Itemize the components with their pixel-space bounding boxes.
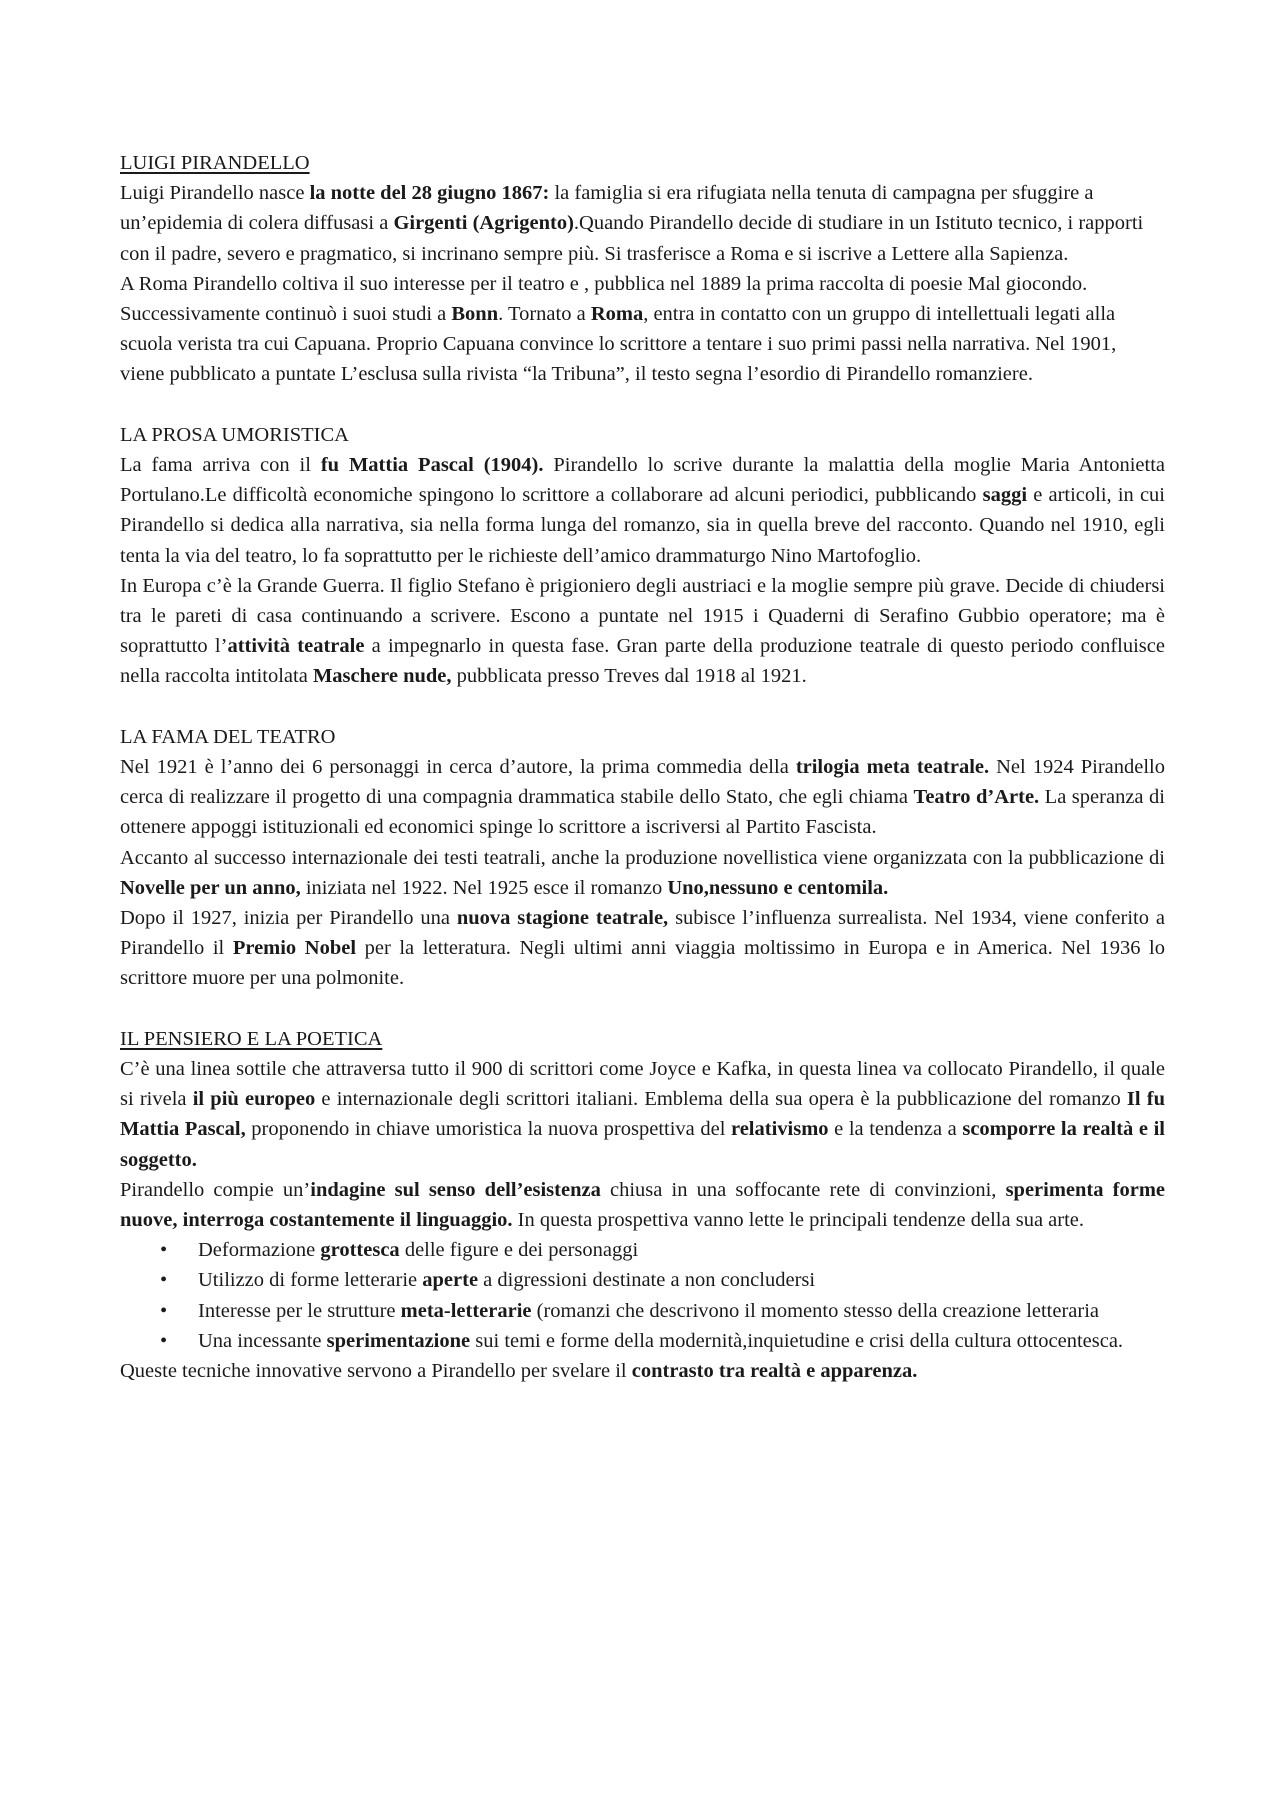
bold-text: trilogia meta teatrale. <box>795 756 990 779</box>
section-pensiero-e-poetica <box>120 1024 1165 1386</box>
section-title: LA FAMA DEL TEATRO <box>120 725 336 748</box>
section-title: LA PROSA UMORISTICA <box>120 423 349 446</box>
bold-text: contrasto tra realtà e apparenza. <box>631 1360 918 1383</box>
bold-text: Bonn <box>451 303 499 326</box>
bullet-list <box>120 1235 1165 1356</box>
bullet-icon: • <box>160 1329 168 1352</box>
bold-text: nuova stagione teatrale, <box>456 907 669 930</box>
bullet-icon: • <box>160 1269 168 1292</box>
bullet-icon: • <box>160 1239 168 1262</box>
paragraph: A Roma Pirandello coltiva il suo interesse per il teatro e , pubblica nel 1889 la prima raccolta di poesie Mal giocondo. Successivamente continuò i suoi studi a Bonn. Tornato a Roma, entra in contatto con un gruppo di intellettuali legati alla scuola verista tra cui Capuana. Proprio Capuana convince lo scrittore a tentare i suo primi passi nella narrativa. Nel 1901, viene pubblicato a puntate L’esclusa sulla rivista “la Tribuna”, il testo segna l’esordio di Pirandello romanziere. <box>120 272 1117 386</box>
list-item-text: Deformazione grottesca delle figure e dei personaggi <box>198 1239 639 1262</box>
bold-text: sperimenta forme nuove, interroga costantemente il linguaggio. <box>120 1178 1166 1232</box>
bold-text: il più europeo <box>192 1088 316 1111</box>
bold-text: aperte <box>422 1269 479 1292</box>
bold-text: Roma <box>590 303 644 326</box>
paragraph: In Europa c’è la Grande Guerra. Il figlio Stefano è prigioniero degli austriaci e la moglie sempre più grave. Decide di chiudersi tra le pareti di casa continuando a scrivere. Escono a puntate nel 1915 i Quaderni di Serafino Gubbio operatore; ma è soprattutto l’attività teatrale a impegnarlo in questa fase. Gran parte della produzione teatrale di questo periodo confluisce nella raccolta intitolata Maschere nude, pubblicata presso Treves dal 1918 al 1921. <box>120 574 1165 688</box>
bold-text: Uno,nessuno e centomila. <box>667 876 889 899</box>
paragraph: Queste tecniche innovative servono a Pirandello per svelare il contrasto tra realtà e apparenza. <box>120 1360 918 1383</box>
bold-text: Il fu Mattia Pascal, <box>120 1088 1165 1141</box>
list-item-text: Una incessante sperimentazione sui temi e forme della modernità,inquietudine e crisi della cultura ottocentesca. <box>198 1329 1124 1352</box>
paragraph: Luigi Pirandello nasce la notte del 28 giugno 1867: la famiglia si era rifugiata nella tenuta di campagna per sfuggire a un’epidemia di colera diffusasi a Girgenti (Agrigento).Quando Pirandello decide di studiare in un Istituto tecnico, i rapporti con il padre, severo e pragmatico, si incrinano sempre più. Si trasferisce a Roma e si iscrive a Lettere alla Sapienza. <box>120 182 1144 265</box>
paragraph: La fama arriva con il fu Mattia Pascal (1904). Pirandello lo scrive durante la malattia della moglie Maria Antonietta Portulano.Le difficoltà economiche spingono lo scrittore a collaborare ad alcuni periodici, pubblicando saggi e articoli, in cui Pirandello si dedica alla narrativa, sia nella forma lunga del romanzo, sia in quella breve del racconto. Quando nel 1910, egli tenta la via del teatro, lo fa soprattutto per le richieste dell’amico drammaturgo Nino Martofoglio. <box>120 454 1165 567</box>
list-item-text: Utilizzo di forme letterarie aperte a digressioni destinate a non concludersi <box>198 1269 816 1292</box>
bold-text: la notte del 28 giugno 1867: <box>309 182 550 205</box>
paragraph: Accanto al successo internazionale dei testi teatrali, anche la produzione novellistica viene organizzata con la pubblicazione di Novelle per un anno, iniziata nel 1922. Nel 1925 esce il romanzo Uno,nessuno e centomila. <box>120 846 1165 899</box>
paragraph: Pirandello compie un’indagine sul senso dell’esistenza chiusa in una soffocante rete di convinzioni, sperimenta forme nuove, interroga costantemente il linguaggio. In questa prospettiva vanno lette le principali tendenze della sua arte. <box>120 1178 1166 1232</box>
bold-text: relativismo <box>730 1118 829 1141</box>
bold-text: Teatro d’Arte. <box>913 786 1040 809</box>
bold-text: indagine sul senso dell’esistenza <box>310 1178 601 1201</box>
bold-text: Premio Nobel <box>232 937 357 960</box>
list-item <box>120 1265 1165 1295</box>
document-page <box>120 148 1165 1386</box>
section-fama-del-teatro <box>120 722 1165 994</box>
list-item <box>120 1235 1165 1265</box>
bold-text: scomporre la realtà e il soggetto. <box>120 1118 1165 1171</box>
bold-text: grottesca <box>320 1239 400 1262</box>
paragraph: Dopo il 1927, inizia per Pirandello una nuova stagione teatrale, subisce l’influenza surrealista. Nel 1934, viene conferito a Pirandello il Premio Nobel per la letteratura. Negli ultimi anni viaggia moltissimo in Europa e in America. Nel 1936 lo scrittore muore per una polmonite. <box>120 907 1165 990</box>
list-item <box>120 1326 1165 1356</box>
paragraph: Nel 1921 è l’anno dei 6 personaggi in cerca d’autore, la prima commedia della trilogia meta teatrale. Nel 1924 Pirandello cerca di realizzare il progetto di una compagnia drammatica stabile dello Stato, che egli chiama Teatro d’Arte. La speranza di ottenere appoggi istituzionali ed economici spinge lo scrittore a iscriversi al Partito Fascista. <box>120 756 1165 839</box>
bold-text: attività teatrale <box>227 635 365 658</box>
section-prosa-umoristica <box>120 420 1165 692</box>
bold-text: meta-letterarie <box>400 1299 532 1322</box>
bold-text: saggi <box>982 484 1028 507</box>
bullet-icon: • <box>160 1299 168 1322</box>
section-title: LUIGI PIRANDELLO <box>120 152 310 174</box>
bold-text: Maschere nude, <box>312 665 452 688</box>
bold-text: sperimentazione <box>326 1329 471 1352</box>
section-title: IL PENSIERO E LA POETICA <box>120 1027 383 1050</box>
bold-text: Girgenti (Agrigento) <box>393 212 574 235</box>
bold-text: Novelle per un anno, <box>120 876 301 899</box>
list-item <box>120 1296 1165 1326</box>
bold-text: fu Mattia Pascal (1904). <box>320 454 544 477</box>
paragraph: C’è una linea sottile che attraversa tutto il 900 di scrittori come Joyce e Kafka, in questa linea va collocato Pirandello, il quale si rivela il più europeo e internazionale degli scrittori italiani. Emblema della sua opera è la pubblicazione del romanzo Il fu Mattia Pascal, proponendo in chiave umoristica la nuova prospettiva del relativismo e la tendenza a scomporre la realtà e il soggetto. <box>120 1058 1165 1171</box>
section-luigi-pirandello <box>120 148 1165 390</box>
list-item-text: Interesse per le strutture meta-letterarie (romanzi che descrivono il momento stesso della creazione letteraria <box>198 1299 1100 1322</box>
